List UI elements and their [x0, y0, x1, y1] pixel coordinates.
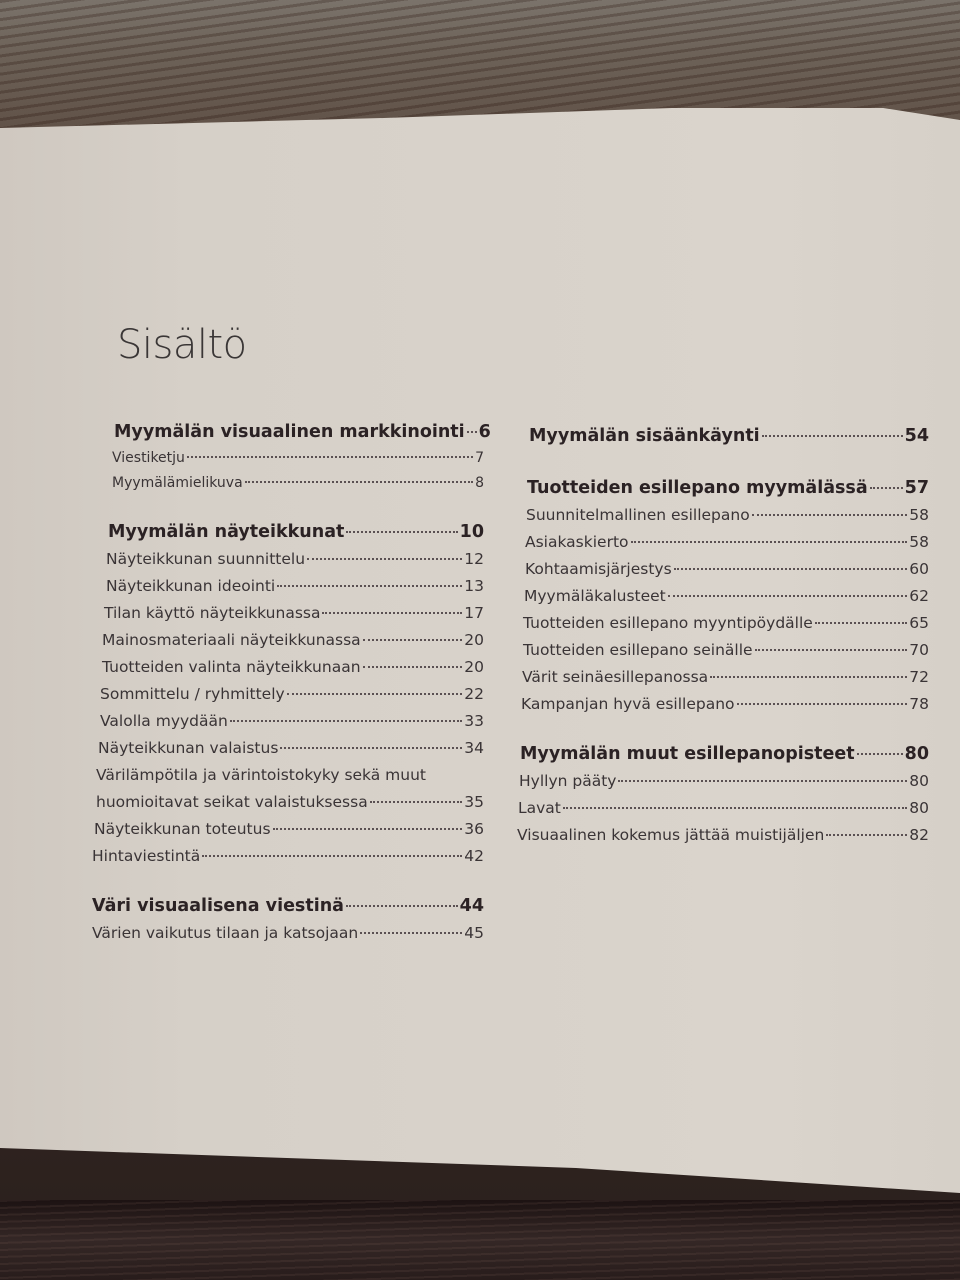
- toc-entry-label: Kampanjan hyvä esillepano: [521, 695, 735, 713]
- toc-entry-label: Lavat: [518, 799, 561, 817]
- toc-entry[interactable]: [92, 920, 484, 947]
- toc-entry[interactable]: [517, 502, 929, 529]
- toc-entry[interactable]: [92, 735, 484, 762]
- leader-dots: [245, 480, 473, 483]
- toc-entry-first-line[interactable]: [92, 762, 484, 789]
- toc-page-number: 58: [909, 506, 929, 524]
- toc-heading-label: Myymälän sisäänkäynti: [529, 426, 760, 446]
- toc-heading[interactable]: [92, 892, 484, 920]
- toc-page-number: 33: [464, 712, 484, 730]
- toc-page-number: 78: [909, 695, 929, 713]
- leader-dots: [631, 540, 908, 543]
- toc-entry[interactable]: [517, 822, 929, 849]
- toc-entry[interactable]: [517, 529, 929, 556]
- toc-entry-label: Näyteikkunan suunnittelu: [106, 550, 306, 568]
- leader-dots: [762, 434, 903, 437]
- toc-page-number: 58: [909, 533, 929, 551]
- toc-page-number: 42: [464, 847, 484, 865]
- leader-dots: [346, 904, 458, 907]
- toc-page-number: 34: [464, 739, 484, 757]
- toc-page-number: 20: [464, 658, 484, 676]
- toc-entry[interactable]: [517, 691, 929, 718]
- toc-heading[interactable]: [92, 418, 491, 446]
- toc-page-number: 10: [459, 522, 484, 542]
- toc-entry-label: Myymälämielikuva: [112, 475, 243, 491]
- toc-entry-label: Värilämpötila ja värintoistokyky sekä muut: [96, 766, 427, 784]
- toc-section: [517, 474, 929, 718]
- toc-page-number: 6: [478, 422, 491, 442]
- toc-entry-label: Suunnitelmallinen esillepano: [526, 506, 750, 524]
- toc-page-number: 57: [904, 478, 929, 498]
- leader-dots: [277, 584, 462, 587]
- toc-entry-label: Tilan käyttö näyteikkunassa: [104, 604, 321, 622]
- toc-heading-label: Myymälän visuaalinen markkinointi: [114, 422, 465, 442]
- toc-entry[interactable]: [92, 546, 484, 573]
- wood-table-background-bottom: [0, 1200, 960, 1280]
- toc-heading[interactable]: [517, 474, 929, 502]
- leader-dots: [674, 567, 908, 570]
- toc-heading-label: Tuotteiden esillepano myymälässä: [527, 478, 868, 498]
- toc-heading[interactable]: [92, 518, 484, 546]
- toc-page-number: 22: [464, 685, 484, 703]
- toc-page-number: 44: [459, 896, 484, 916]
- leader-dots: [857, 752, 903, 755]
- toc-page-number: 17: [464, 604, 484, 622]
- toc-entry[interactable]: [92, 471, 484, 496]
- toc-entry[interactable]: [92, 573, 484, 600]
- toc-section: [92, 418, 491, 496]
- toc-section: [517, 422, 929, 450]
- leader-dots: [307, 557, 462, 560]
- toc-entry[interactable]: [92, 627, 484, 654]
- toc-section: [92, 518, 484, 870]
- toc-entry-label: Kohtaamisjärjestys: [525, 560, 672, 578]
- toc-left-column: [92, 418, 491, 969]
- toc-page-number: 80: [904, 744, 929, 764]
- toc-heading-label: Myymälän muut esillepanopisteet: [520, 744, 855, 764]
- leader-dots: [346, 530, 457, 533]
- toc-entry[interactable]: [517, 795, 929, 822]
- toc-entry-label: Viestiketju: [112, 450, 185, 466]
- toc-heading[interactable]: [517, 740, 929, 768]
- toc-entry[interactable]: [92, 708, 484, 735]
- toc-page-number: 82: [909, 826, 929, 844]
- toc-page-number: 12: [464, 550, 484, 568]
- toc-page-number: 80: [909, 772, 929, 790]
- leader-dots: [370, 800, 463, 803]
- toc-heading-label: Väri visuaalisena viestinä: [92, 896, 344, 916]
- toc-entry[interactable]: [517, 610, 929, 637]
- leader-dots: [563, 806, 907, 809]
- toc-entry[interactable]: [92, 654, 484, 681]
- toc-entry-label: Näyteikkunan ideointi: [106, 577, 276, 595]
- toc-page-number: 65: [909, 614, 929, 632]
- leader-dots: [815, 621, 907, 624]
- toc-page-number: 36: [464, 820, 484, 838]
- toc-entry-label: Tuotteiden esillepano seinälle: [523, 641, 753, 659]
- leader-dots: [826, 833, 907, 836]
- leader-dots: [280, 746, 462, 749]
- leader-dots: [737, 702, 908, 705]
- toc-page-number: 20: [464, 631, 484, 649]
- toc-section: [517, 740, 929, 849]
- toc-page-number: 35: [464, 793, 484, 811]
- toc-entry[interactable]: [92, 446, 484, 471]
- toc-page-number: 7: [475, 450, 484, 466]
- toc-entry-label: huomioitavat seikat valaistuksessa: [96, 793, 368, 811]
- leader-dots: [230, 719, 462, 722]
- leader-dots: [363, 638, 463, 641]
- leader-dots: [618, 779, 907, 782]
- toc-page-number: 13: [464, 577, 484, 595]
- toc-entry[interactable]: [517, 768, 929, 795]
- toc-page-number: 72: [909, 668, 929, 686]
- toc-entry-label: Tuotteiden valinta näyteikkunaan: [102, 658, 361, 676]
- toc-page-number: 45: [464, 924, 484, 942]
- leader-dots: [755, 648, 908, 651]
- toc-entry[interactable]: [92, 816, 484, 843]
- leader-dots: [870, 486, 903, 489]
- leader-dots: [467, 430, 477, 433]
- toc-page-number: 62: [909, 587, 929, 605]
- toc-entry[interactable]: [92, 681, 484, 708]
- page-title: Sisältö: [117, 322, 247, 368]
- toc-entry[interactable]: [92, 600, 484, 627]
- toc-page-number: 70: [909, 641, 929, 659]
- leader-dots: [360, 931, 462, 934]
- toc-entry-label: Sommittelu / ryhmittely: [100, 685, 285, 703]
- toc-heading[interactable]: [517, 422, 929, 450]
- toc-page-number: 80: [909, 799, 929, 817]
- toc-entry-label: Värien vaikutus tilaan ja katsojaan: [92, 924, 359, 942]
- toc-page-number: 60: [909, 560, 929, 578]
- toc-entry-label: Tuotteiden esillepano myyntipöydälle: [523, 614, 813, 632]
- toc-entry-label: Mainosmateriaali näyteikkunassa: [102, 631, 361, 649]
- toc-page-number: 54: [904, 426, 929, 446]
- toc-entry-label: Myymäläkalusteet: [524, 587, 666, 605]
- toc-entry-label: Värit seinäesillepanossa: [522, 668, 709, 686]
- toc-entry[interactable]: [517, 664, 929, 691]
- leader-dots: [752, 513, 908, 516]
- toc-entry-label: Näyteikkunan valaistus: [98, 739, 279, 757]
- toc-entry[interactable]: [92, 843, 484, 870]
- toc-section: [92, 892, 484, 947]
- leader-dots: [287, 692, 463, 695]
- toc-entry[interactable]: [517, 583, 929, 610]
- toc-entry-label: Asiakaskierto: [525, 533, 629, 551]
- leader-dots: [273, 827, 463, 830]
- toc-entry-label: Näyteikkunan toteutus: [94, 820, 271, 838]
- toc-entry-label: Visuaalinen kokemus jättää muistijäljen: [517, 826, 825, 844]
- toc-page-number: 8: [475, 475, 484, 491]
- leader-dots: [363, 665, 463, 668]
- leader-dots: [187, 455, 473, 458]
- toc-entry[interactable]: [517, 556, 929, 583]
- toc-entry-label: Hyllyn pääty: [519, 772, 617, 790]
- toc-entry-label: Hintaviestintä: [92, 847, 201, 865]
- leader-dots: [710, 675, 907, 678]
- leader-dots: [322, 611, 462, 614]
- leader-dots: [202, 854, 462, 857]
- toc-right-column: [517, 422, 929, 871]
- toc-entry[interactable]: [517, 637, 929, 664]
- toc-entry-label: Valolla myydään: [100, 712, 228, 730]
- toc-entry[interactable]: [92, 789, 484, 816]
- toc-heading-label: Myymälän näyteikkunat: [108, 522, 345, 542]
- leader-dots: [668, 594, 908, 597]
